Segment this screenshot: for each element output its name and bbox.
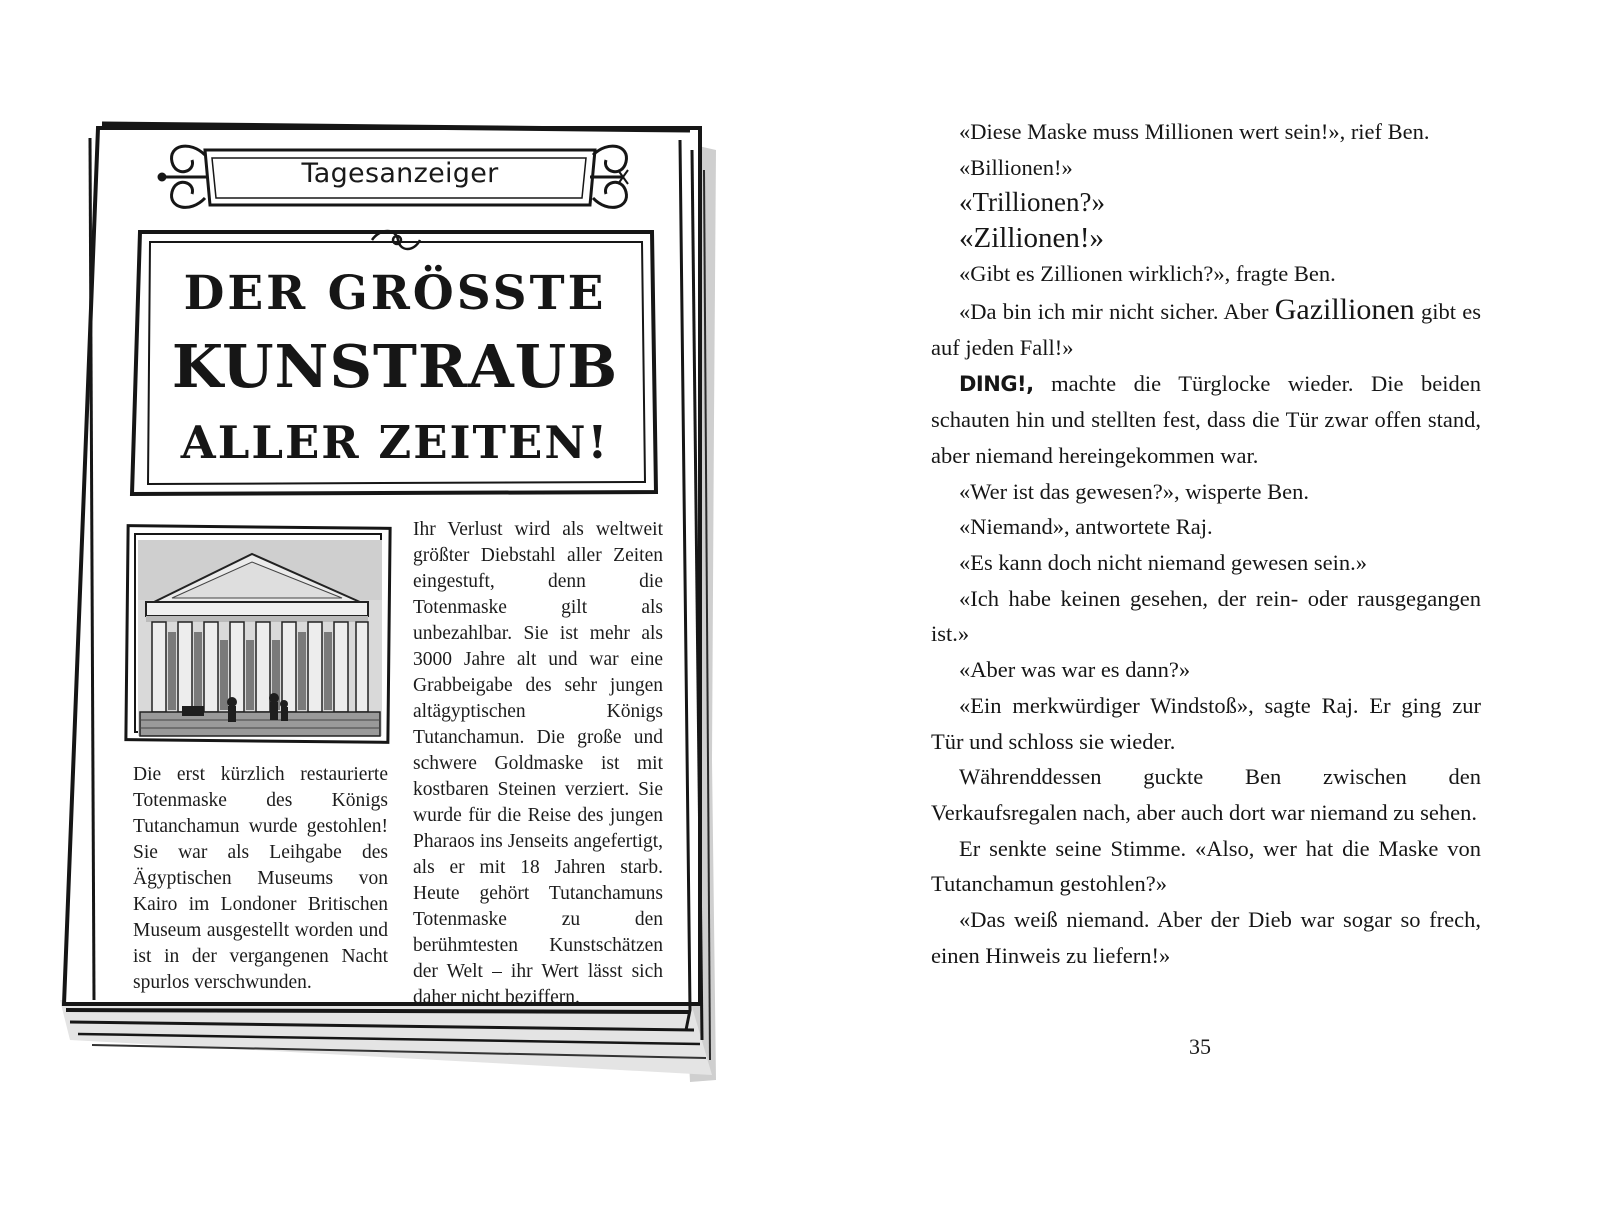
emphasis-word: Gazillionen [1274, 293, 1415, 327]
newspaper-name: Tagesanzeiger [301, 158, 499, 189]
text-run: gibt es auf jeden Fall!» [931, 299, 1481, 360]
text-run: machte die Türglocke wieder. Die beiden schauten hin und stellten fest, dass die Tür zwar offen stand, aber niemand hereingekommen war. [931, 370, 1481, 468]
paragraph: «Billionen!» [959, 154, 1073, 180]
paragraph: «Niemand», antwortete Raj. [959, 514, 1213, 540]
paragraph: «Ich habe keinen gesehen, der rein- oder rausgegangen ist.» [931, 585, 1481, 647]
story-text [931, 114, 1481, 973]
paragraph: «Aber was war es dann?» [959, 657, 1191, 683]
paragraph: «Trillionen?» [959, 187, 1106, 218]
paragraph: «Wer ist das gewesen?», wisperte Ben. [959, 478, 1309, 504]
paragraph: «Diese Maske muss Millionen wert sein!», rief Ben. [959, 119, 1430, 144]
page-number: 35 [1189, 1034, 1211, 1059]
sound-effect: DING!, [959, 371, 1034, 396]
paragraph: «Zillionen!» [959, 222, 1104, 255]
paragraph [931, 366, 1481, 474]
paragraph: Er senkte seine Stimme. «Also, wer hat die Maske von Tutanchamun gestohlen?» [931, 835, 1481, 897]
paragraph: Währenddessen guckte Ben zwischen den Verkaufsregalen nach, aber auch dort war niemand zu sehen. [931, 764, 1481, 825]
paragraph: «Gibt es Zillionen wirklich?», fragte Ben. [959, 261, 1336, 287]
museum-photo [132, 540, 392, 752]
paragraph [931, 292, 1481, 365]
article-column-right: Ihr Verlust wird als weltweit größter Diebstahl aller Zeiten eingestuft, denn die Totenmaske gilt als unbezahlbar. Sie ist mehr als 3000 Jahre alt und war eine Grabbeigabe des sehr jungen altägyptischen Königs Tutanchamun. Die große und schwere Goldmaske ist mit kostbaren Steinen verziert. Sie wurde für die Reise des jungen Pharaos ins Jenseits angefertigt, als er mit 18 Jahren starb. Heute gehört Tutanchamuns Totenmaske zu den berühmtesten Kunstschätzen der Welt – ihr Wert lässt sich daher nicht beziffern. [413, 519, 663, 1008]
headline-line-3: ALLER ZEITEN! [180, 416, 610, 469]
paragraph: «Es kann doch nicht niemand gewesen sein.» [959, 550, 1368, 576]
paragraph: «Ein merkwürdiger Windstoß», sagte Raj. Er ging zur Tür und schloss sie wieder. [931, 692, 1481, 754]
headline-line-1: DER GRÖSSTE [183, 266, 607, 321]
paragraph: «Das weiß niemand. Aber der Dieb war sogar so frech, einen Hinweis zu liefern!» [931, 907, 1481, 968]
headline-line-2: KUNSTRAUB [171, 332, 619, 401]
article-column-left: Die erst kürzlich restaurierte Totenmaske des Königs Tutanchamun wurde gestohlen! Sie war als Leihgabe des Ägyptischen Museums von Kairo im Londoner Britischen Museum ausgestellt worden und ist in der vergangenen Nacht spurlos verschwunden. [133, 764, 388, 993]
text-run: «Da bin ich mir nicht sicher. Aber [959, 299, 1275, 325]
headline [155, 266, 635, 469]
